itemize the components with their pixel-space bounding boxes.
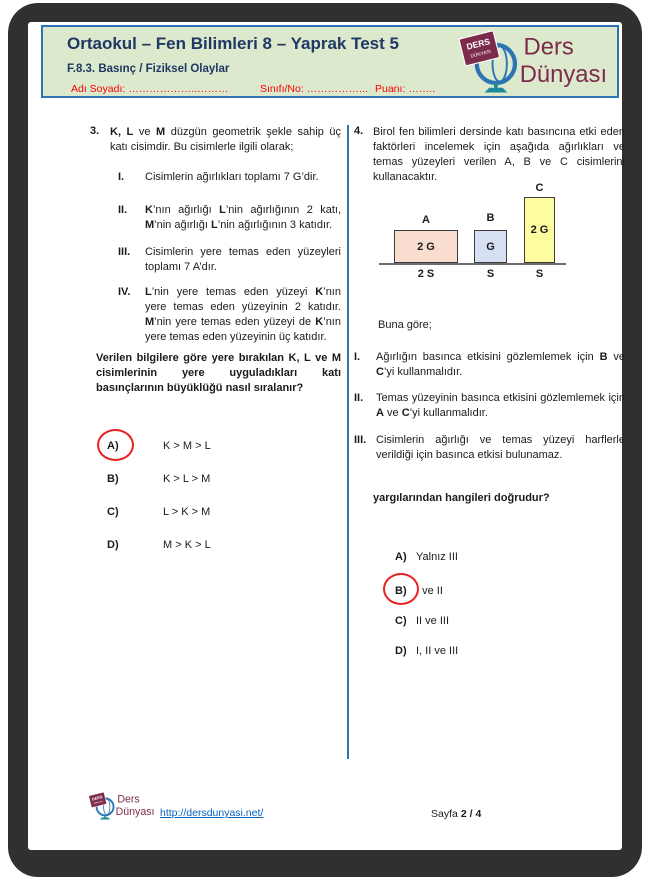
item-text: L’nin yere temas eden yüzeyi K’nın yere temas eden yüzeyinin 2 katıdır. M’nin yere temas eden yüzeyi de K’nın yere temas eden yüzeyinin üç katıdır. bbox=[145, 286, 341, 343]
answer-circle-q4 bbox=[383, 573, 419, 605]
option-text: I ve II bbox=[416, 585, 443, 597]
option-letter: D) bbox=[395, 645, 407, 657]
logo-word-2: Dünyası bbox=[115, 805, 155, 818]
book-subtitle-text: DÜNYASI bbox=[470, 49, 492, 60]
answer-circle-q3 bbox=[97, 429, 134, 461]
option-text: M > K > L bbox=[163, 539, 211, 551]
question-3-item-2 bbox=[118, 203, 341, 233]
ders-dunyasi-logo bbox=[453, 27, 615, 97]
page-frame bbox=[8, 3, 642, 877]
item-numeral: I. bbox=[354, 351, 361, 363]
logo-word-1: Ders bbox=[523, 33, 574, 61]
option-letter: A) bbox=[395, 551, 407, 563]
page-number bbox=[431, 808, 481, 820]
book-icon bbox=[89, 792, 107, 808]
option-text: II ve III bbox=[416, 615, 450, 627]
question-3-option-c bbox=[107, 506, 210, 518]
item-numeral: II. bbox=[354, 392, 364, 404]
question-3-intro: K, L ve M düzgün geometrik şekle sahip üç katı cisimdir. Bu cisimlerle ilgili olarak; bbox=[110, 126, 341, 153]
question-4-item-3 bbox=[354, 433, 625, 463]
book-title-text: DERS bbox=[465, 36, 492, 52]
name-field: Adı Soyadı: ………………..……… bbox=[71, 83, 229, 95]
question-4-item-2 bbox=[354, 391, 625, 421]
ders-dunyasi-logo-footer bbox=[86, 791, 158, 821]
option-text: I, II ve III bbox=[416, 645, 459, 657]
block-b-weight: G bbox=[486, 240, 495, 253]
option-letter: C) bbox=[107, 506, 119, 518]
item-numeral: II. bbox=[118, 204, 128, 216]
item-text: K’nın ağırlığı L’nin ağırlığının 2 katı, M’nin ağırlığı L’nin ağırlığının 3 katıdır. bbox=[145, 204, 341, 231]
question-3-number: 3. bbox=[90, 125, 100, 137]
item-text: Ağırlığın basınca etkisini gözlemlemek için B ve C’yi kullanmalıdır. bbox=[376, 351, 625, 378]
question-4-number: 4. bbox=[354, 125, 364, 137]
item-numeral: III. bbox=[354, 434, 367, 446]
question-4-item-1 bbox=[354, 350, 625, 380]
question-4-option-a bbox=[395, 551, 458, 563]
score-field: Puanı: …….. bbox=[375, 83, 436, 95]
document-page bbox=[28, 22, 625, 850]
question-3-option-b bbox=[107, 473, 210, 485]
block-a-label: A bbox=[422, 214, 430, 226]
item-numeral: IV. bbox=[118, 286, 131, 298]
option-text: Yalnız III bbox=[416, 551, 458, 563]
question-4-option-d bbox=[395, 645, 458, 657]
class-field: Sınıfı/No: ……………... bbox=[260, 83, 368, 95]
block-a-weight: 2 G bbox=[417, 240, 435, 253]
page-subtitle: F.8.3. Basınç / Fiziksel Olaylar bbox=[67, 63, 230, 75]
question-3-option-d bbox=[107, 539, 211, 551]
block-c-weight: 2 G bbox=[530, 224, 549, 236]
book-subtitle-text: DÜNYASI bbox=[93, 800, 104, 806]
question-4-stem: yargılarından hangileri doğrudur? bbox=[373, 492, 550, 504]
logo-word-2: Dünyası bbox=[519, 61, 608, 89]
option-letter: A) bbox=[107, 440, 119, 452]
option-letter: B) bbox=[107, 473, 119, 485]
ground-line bbox=[379, 263, 566, 265]
option-letter: D) bbox=[107, 539, 119, 551]
option-text: K > M > L bbox=[163, 440, 211, 452]
book-icon bbox=[459, 31, 500, 66]
question-4-option-c bbox=[395, 615, 449, 627]
page-label: Sayfa bbox=[431, 808, 458, 820]
logo-word-1: Ders bbox=[117, 793, 140, 806]
question-3-item-4 bbox=[118, 285, 341, 345]
page-count: 2 / 4 bbox=[460, 808, 482, 820]
item-text: Temas yüzeyinin basınca etkisini gözlemlemek için A ve C’yi kullanmalıdır. bbox=[376, 392, 625, 419]
item-text: Cisimlerin yere temas eden yüzeyleri toplamı 7 A’dır. bbox=[145, 246, 341, 273]
question-4-intro: Birol fen bilimleri dersinde katı basıncına etki eden faktörleri incelemek için aşağıda ağırlıkları ve temas yüzeyleri verilen A, B ve C cisimlerini kullanacaktır. bbox=[373, 126, 625, 183]
option-letter: B) bbox=[395, 585, 407, 597]
block-c bbox=[524, 197, 555, 263]
block-a bbox=[394, 230, 458, 263]
column-divider bbox=[347, 125, 349, 759]
page-title: Ortaokul – Fen Bilimleri 8 – Yaprak Test 5 bbox=[67, 34, 399, 53]
item-numeral: III. bbox=[118, 246, 131, 258]
block-b-label: B bbox=[486, 212, 495, 224]
option-letter: C) bbox=[395, 615, 407, 627]
header-box bbox=[41, 25, 619, 98]
block-c-surface: S bbox=[535, 268, 544, 280]
block-b bbox=[474, 230, 507, 263]
item-numeral: I. bbox=[118, 171, 125, 183]
item-text: Cisimlerin ağırlığı ve temas yüzeyi harflerle verildiği için basınca etkisi bulunamaz. bbox=[376, 434, 625, 461]
block-a-surface: 2 S bbox=[417, 268, 435, 280]
website-link[interactable]: http://dersdunyasi.net/ bbox=[160, 807, 264, 819]
question-3-item-3 bbox=[118, 245, 341, 275]
question-3-item-1 bbox=[118, 170, 341, 185]
item-text: Cisimlerin ağırlıkları toplamı 7 G’dir. bbox=[145, 171, 319, 183]
block-c-label: C bbox=[535, 182, 544, 194]
question-4-lead: Buna göre; bbox=[378, 319, 432, 331]
option-text: K > L > M bbox=[163, 473, 211, 485]
question-3-stem: Verilen bilgilere göre yere bırakılan K, L ve M cisimlerinin yere uyguladıkları katı basınçlarının büyüklüğü nasıl sıralanır? bbox=[96, 352, 341, 394]
block-b-surface: S bbox=[486, 268, 495, 280]
option-text: L > K > M bbox=[163, 506, 211, 518]
book-title-text: DERS bbox=[91, 795, 103, 802]
